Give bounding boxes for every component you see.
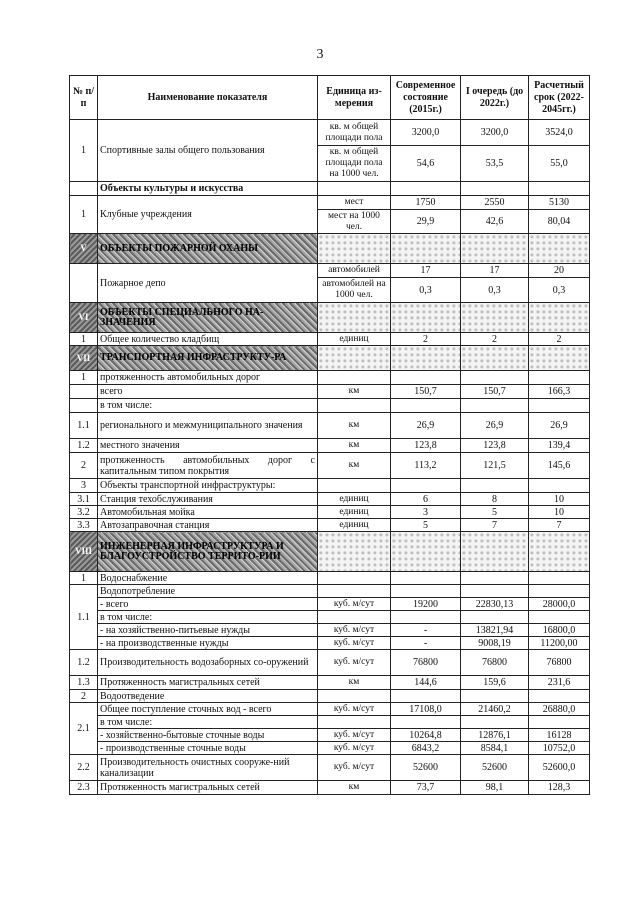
row-unit: кв. м общей площади пола: [318, 120, 391, 146]
row-name: Спортивные залы общего пользования: [98, 120, 318, 182]
row-calc: 3524,0: [529, 120, 590, 146]
row-name: Общее поступление сточных вод - всего: [98, 703, 318, 716]
header-num: № п/п: [70, 76, 98, 120]
row-unit: км: [318, 453, 391, 479]
table-row: [70, 453, 590, 479]
table-row: [70, 479, 590, 493]
row-first: 5: [461, 506, 529, 519]
row-name: Общее количество кладбищ: [98, 333, 318, 346]
row-first: 2: [461, 333, 529, 346]
row-unit: км: [318, 413, 391, 439]
section-row: [70, 532, 590, 572]
row-unit: куб. м/сут: [318, 637, 391, 650]
row-unit: кв. м общей площади пола на 1000 чел.: [318, 146, 391, 182]
row-num: 2.2: [70, 755, 98, 781]
row-calc: 231,6: [529, 676, 590, 690]
row-calc: 5130: [529, 196, 590, 210]
row-current: 0,3: [391, 278, 461, 303]
row-first: 8584,1: [461, 742, 529, 755]
table-row: [70, 624, 590, 637]
row-current: 52600: [391, 755, 461, 781]
header-unit: Единица из-мерения: [318, 76, 391, 120]
row-calc: 28000,0: [529, 598, 590, 611]
table-row: [70, 439, 590, 453]
row-first: 98,1: [461, 781, 529, 795]
table-row: [70, 196, 590, 210]
table-row: [70, 506, 590, 519]
row-unit: км: [318, 385, 391, 399]
row-name: Производительность водозаборных со-оружений: [98, 650, 318, 676]
row-first: 42,6: [461, 210, 529, 234]
row-calc: 76800: [529, 650, 590, 676]
row-current: 76800: [391, 650, 461, 676]
page-number: 3: [316, 47, 324, 62]
subsection-title: Объекты культуры и искусства: [98, 182, 318, 196]
row-current: 54,6: [391, 146, 461, 182]
table-row: [70, 385, 590, 399]
row-first: 0,3: [461, 278, 529, 303]
row-unit: куб. м/сут: [318, 755, 391, 781]
row-name: протяженность автомобильных дорог с капитальным типом покрытия: [98, 453, 318, 479]
row-current: 17: [391, 264, 461, 278]
row-calc: 10: [529, 506, 590, 519]
row-calc: 26,9: [529, 413, 590, 439]
row-first: 52600: [461, 755, 529, 781]
row-name: - всего: [98, 598, 318, 611]
row-unit: куб. м/сут: [318, 703, 391, 716]
section-num: VIII: [70, 532, 98, 572]
header-name: Наименование показателя: [98, 76, 318, 120]
section-title: ОБЪЕКТЫ ПОЖАРНОЙ ОХАНЫ: [98, 234, 318, 264]
row-calc: 139,4: [529, 439, 590, 453]
row-first: 12876,1: [461, 729, 529, 742]
table-row: [70, 716, 590, 729]
row-calc: 145,6: [529, 453, 590, 479]
row-current: -: [391, 624, 461, 637]
row-num: 3.2: [70, 506, 98, 519]
row-name: Автозаправочная станция: [98, 519, 318, 532]
table-row: [70, 781, 590, 795]
table-row: [70, 585, 590, 598]
table-row: [70, 729, 590, 742]
row-num: 1.3: [70, 676, 98, 690]
row-unit: км: [318, 439, 391, 453]
row-name: в том числе:: [98, 611, 318, 624]
section-title: ОБЪЕКТЫ СПЕЦИАЛЬНОГО НА-ЗНАЧЕНИЯ: [98, 303, 318, 333]
row-name: - на производственные нужды: [98, 637, 318, 650]
row-name: Объекты транспортной инфраструктуры:: [98, 479, 318, 493]
table-row: [70, 333, 590, 346]
row-calc: 0,3: [529, 278, 590, 303]
row-current: 6: [391, 493, 461, 506]
row-current: 26,9: [391, 413, 461, 439]
table-row: [70, 676, 590, 690]
row-num: 2.3: [70, 781, 98, 795]
row-current: 6843,2: [391, 742, 461, 755]
table-row: [70, 703, 590, 716]
row-name: Протяженность магистральных сетей: [98, 781, 318, 795]
row-first: 21460,2: [461, 703, 529, 716]
row-current: 19200: [391, 598, 461, 611]
row-first: 123,8: [461, 439, 529, 453]
row-unit: автомобилей на 1000 чел.: [318, 278, 391, 303]
row-calc: 11200,00: [529, 637, 590, 650]
row-first: 26,9: [461, 413, 529, 439]
row-calc: 26880,0: [529, 703, 590, 716]
row-calc: 7: [529, 519, 590, 532]
row-current: 73,7: [391, 781, 461, 795]
row-unit: км: [318, 676, 391, 690]
header-current: Современное состояние (2015г.): [391, 76, 461, 120]
row-calc: 128,3: [529, 781, 590, 795]
section-num: VII: [70, 346, 98, 371]
row-num: 1.2: [70, 439, 98, 453]
row-name: всего: [98, 385, 318, 399]
row-num: 1.1: [70, 585, 98, 650]
table-row: [70, 650, 590, 676]
row-current: 17108,0: [391, 703, 461, 716]
row-name: Протяженность магистральных сетей: [98, 676, 318, 690]
row-first: 76800: [461, 650, 529, 676]
row-first: 121,5: [461, 453, 529, 479]
row-name: - на хозяйственно-питьевые нужды: [98, 624, 318, 637]
row-name: Водоотведение: [98, 690, 318, 703]
table-row: [70, 264, 590, 278]
row-current: 150,7: [391, 385, 461, 399]
row-first: 22830,13: [461, 598, 529, 611]
table-row: [70, 611, 590, 624]
row-unit: единиц: [318, 519, 391, 532]
row-name: Автомобильная мойка: [98, 506, 318, 519]
row-num: 2.1: [70, 703, 98, 755]
table-row: [70, 413, 590, 439]
table-row: [70, 519, 590, 532]
row-num: 3: [70, 479, 98, 493]
row-num: 2: [70, 690, 98, 703]
section-num: V: [70, 234, 98, 264]
table-row: [70, 742, 590, 755]
row-unit: куб. м/сут: [318, 598, 391, 611]
row-first: 150,7: [461, 385, 529, 399]
row-name: Водопотребление: [98, 585, 318, 598]
row-first: 8: [461, 493, 529, 506]
section-row: [70, 346, 590, 371]
row-unit: мест на 1000 чел.: [318, 210, 391, 234]
section-row: [70, 234, 590, 264]
row-num: 3.3: [70, 519, 98, 532]
table-header-row: [70, 76, 590, 120]
row-num: 1: [70, 120, 98, 182]
row-name: - хозяйственно-бытовые сточные воды: [98, 729, 318, 742]
row-name: Клубные учреждения: [98, 196, 318, 234]
table-row: [70, 755, 590, 781]
row-unit: единиц: [318, 506, 391, 519]
row-name: Станция техобслуживания: [98, 493, 318, 506]
section-title: ИНЖЕНЕРНАЯ ИНФРАСТРУКТУРА И БЛАГОУСТРОЙСТВО ТЕРРИТО-РИИ: [98, 532, 318, 572]
row-first: 9008,19: [461, 637, 529, 650]
row-current: 113,2: [391, 453, 461, 479]
row-unit: автомобилей: [318, 264, 391, 278]
row-name: в том числе:: [98, 399, 318, 413]
row-unit: единиц: [318, 493, 391, 506]
row-current: 1750: [391, 196, 461, 210]
row-calc: 55,0: [529, 146, 590, 182]
section-num: VI: [70, 303, 98, 333]
row-first: 3200,0: [461, 120, 529, 146]
table-row: [70, 690, 590, 703]
row-num: 1: [70, 196, 98, 234]
row-unit: единиц: [318, 333, 391, 346]
row-calc: 10752,0: [529, 742, 590, 755]
row-calc: 166,3: [529, 385, 590, 399]
table-row: [70, 572, 590, 585]
row-first: 53,5: [461, 146, 529, 182]
row-num: 1: [70, 572, 98, 585]
table-row: [70, 182, 590, 196]
table-row: [70, 399, 590, 413]
row-name: - производственные сточные воды: [98, 742, 318, 755]
row-calc: 52600,0: [529, 755, 590, 781]
row-unit: куб. м/сут: [318, 650, 391, 676]
row-current: 3: [391, 506, 461, 519]
row-calc: 16128: [529, 729, 590, 742]
row-current: 5: [391, 519, 461, 532]
row-current: 144,6: [391, 676, 461, 690]
row-name: Пожарное депо: [98, 264, 318, 303]
row-calc: 10: [529, 493, 590, 506]
row-first: 17: [461, 264, 529, 278]
row-current: 123,8: [391, 439, 461, 453]
row-num: 1.1: [70, 413, 98, 439]
row-first: 13821,94: [461, 624, 529, 637]
row-calc: 80,04: [529, 210, 590, 234]
row-num: 1: [70, 371, 98, 385]
row-name: регионального и межмуниципального значения: [98, 413, 318, 439]
row-current: 29,9: [391, 210, 461, 234]
row-num: 1.2: [70, 650, 98, 676]
row-current: -: [391, 637, 461, 650]
table-row: [70, 598, 590, 611]
row-num: 1: [70, 333, 98, 346]
row-first: 2550: [461, 196, 529, 210]
row-unit: куб. м/сут: [318, 624, 391, 637]
header-calc: Расчетный срок (2022-2045гг.): [529, 76, 590, 120]
row-num: 2: [70, 453, 98, 479]
indicators-table: [69, 75, 590, 795]
header-first: I очередь (до 2022г.): [461, 76, 529, 120]
row-name: местного значения: [98, 439, 318, 453]
row-unit: км: [318, 781, 391, 795]
row-calc: 2: [529, 333, 590, 346]
row-calc: 16800,0: [529, 624, 590, 637]
row-first: 159,6: [461, 676, 529, 690]
row-name: Водоснабжение: [98, 572, 318, 585]
table-row: [70, 120, 590, 146]
row-current: 2: [391, 333, 461, 346]
row-current: 10264,8: [391, 729, 461, 742]
row-name: Производительность очистных сооруже-ний канализации: [98, 755, 318, 781]
row-calc: 20: [529, 264, 590, 278]
section-title: ТРАНСПОРТНАЯ ИНФРАСТРУКТУ-РА: [98, 346, 318, 371]
table-row: [70, 493, 590, 506]
section-row: [70, 303, 590, 333]
row-name: протяженность автомобильных дорог: [98, 371, 318, 385]
row-num: 3.1: [70, 493, 98, 506]
row-name: в том числе:: [98, 716, 318, 729]
row-first: 7: [461, 519, 529, 532]
row-unit: мест: [318, 196, 391, 210]
row-unit: куб. м/сут: [318, 742, 391, 755]
row-num: [70, 264, 98, 303]
table-row: [70, 637, 590, 650]
row-current: 3200,0: [391, 120, 461, 146]
row-unit: куб. м/сут: [318, 729, 391, 742]
table-row: [70, 371, 590, 385]
